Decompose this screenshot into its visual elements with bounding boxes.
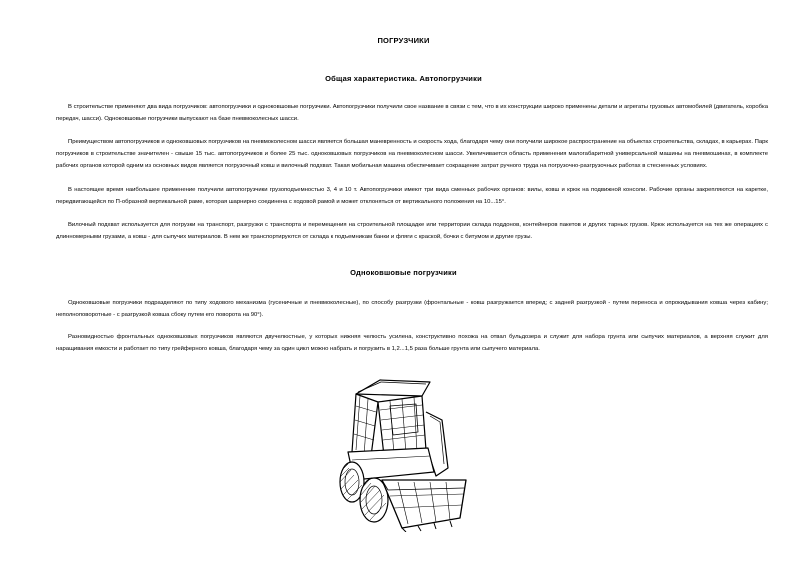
paragraph: В настоящее время наибольшее применение получили автопогрузчики грузоподъемностью 3, 4 и 10 т. Автопогрузчики имеют три вида сменных рабочих органов: вилы, ковш и крюк на подвижной консоли. Рабочие органы закрепляются на каретке, передвигающейся по П-образной вертикальной раме, которая шарнирно соединена с ходовой рамой и может отклоняться от вертикального положения на 10...15°. xyxy=(56,187,768,206)
paragraph: Одноковшовые погрузчики подразделяют по типу ходового механизма (гусеничные и пневмоколесные), по способу разгрузки (фронтальные - ковш разгружается вперед; с задней разгрузкой - путем переноса и опрокидывания ковша через кабину; неполноповоротные - с разгрузкой ковша сбоку путем его поворота на 90°). xyxy=(56,300,768,319)
document-title: ПОГРУЗЧИКИ xyxy=(377,36,430,45)
loader-illustration xyxy=(318,372,473,532)
paragraph: В строительстве применяют два вида погрузчиков: автопогрузчики и одноковшовые погрузчики. Автопогрузчики получили свое название в связи с тем, что в их конструкции широко применены детали и агрегаты грузовых автомобилей (двигатель, коробка передач, шасси). Одноковшовые погрузчики выпускают на базе пневмоколесных шасси. xyxy=(56,104,768,123)
section-heading-autoloaders: Общая характеристика. Автопогрузчики xyxy=(325,74,482,83)
section-heading-single-bucket: Одноковшовые погрузчики xyxy=(350,268,457,277)
paragraph: Вилочный подхват используется для погрузки на транспорт, разгрузки с транспорта и перемещения на строительной площадке или территории склада поддонов, контейнеров пакетов и других тарных грузов. Крюк используется на тех же операциях с длинномерными грузами, а ковш - для сыпучих материалов. В нем же транспортируются от склада к подъемникам банки и фляги с краской, бочки с битумом и другие грузы. xyxy=(56,222,768,241)
paragraph: Преимуществом автопогрузчиков и одноковшовых погрузчиков на пневмоколесном шасси является большая маневренность и скорость хода, благодаря чему они получили широкое распространение на объектах строительства, складах, в карьерах. Парк погрузчиков в строительстве значителен - свыше 15 тыс. автопогрузчиков и более 25 тыс. одноковшовых погрузчиков на пневмоколесном шасси. Увеличивается область применения малогабаритной универсальной машины на пневмошинах, в комплекте рабочих органов которой одним из основных видов является погрузочный ковш и вилочный подхват. Такая мобильная машина обеспечивает сокращение затрат ручного труда на погрузочно-разгрузочных работах в стесненных условиях. xyxy=(56,139,768,170)
paragraph: Разновидностью фронтальных одноковшовых погрузчиков являются двучелюстные, у которых нижняя челюсть усилена, конструктивно похожа на отвал бульдозера и служит для набора грунта или сыпучих материалов, а верхняя служит для наращивания емкости и работает по типу грейферного ковша, благодаря чему за один цикл можно набрать и погрузить в 1,2...1,5 раза больше грунта или сыпучего материала. xyxy=(56,334,768,353)
